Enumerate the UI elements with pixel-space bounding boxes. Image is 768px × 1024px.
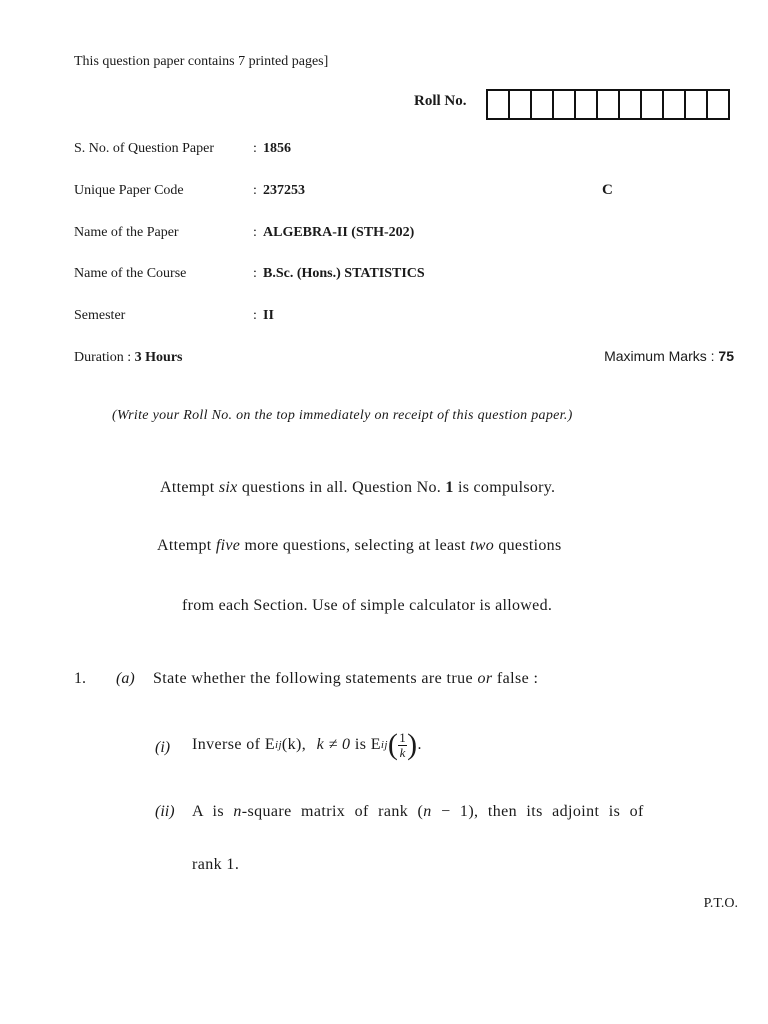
- roll-box: [598, 91, 620, 118]
- meta-value-semester: II: [263, 308, 274, 323]
- left-paren: (: [387, 728, 399, 761]
- prompt-emph: or: [477, 670, 493, 687]
- question-number: 1.: [74, 670, 86, 687]
- set-code: C: [602, 182, 613, 198]
- rules-text: more questions, selecting at least: [240, 537, 470, 554]
- stmt-text: .: [417, 736, 422, 753]
- rules-text: Attempt: [160, 479, 219, 496]
- question-part: (a): [116, 670, 135, 687]
- stmt-sub: ij: [275, 739, 282, 751]
- roll-box: [686, 91, 708, 118]
- rules-emph: five: [215, 537, 241, 554]
- roll-no-boxes: [486, 89, 730, 120]
- pto: P.T.O.: [703, 896, 738, 911]
- rules-text: questions in all. Question No.: [237, 479, 446, 496]
- roll-box: [620, 91, 642, 118]
- meta-colon: :: [253, 141, 257, 156]
- stmt-text: (k),: [281, 736, 311, 753]
- duration-label: Duration :: [74, 350, 132, 365]
- meta-value-course: B.Sc. (Hons.) STATISTICS: [263, 266, 425, 281]
- statement-text: [192, 728, 422, 762]
- stmt-text: is E: [350, 736, 381, 753]
- fraction: [398, 731, 407, 760]
- rules-emph: two: [470, 537, 495, 554]
- stmt-text: A is: [192, 803, 234, 820]
- meta-value-paper-name: ALGEBRA-II (STH-202): [263, 225, 415, 240]
- roll-instruction: (Write your Roll No. on the top immediately on receipt of this question paper.): [112, 408, 573, 423]
- meta-value-question-paper-no: 1856: [263, 141, 291, 156]
- roll-box: [642, 91, 664, 118]
- duration: [74, 350, 183, 366]
- rules-text: Attempt: [157, 537, 216, 554]
- rules-bold: 1: [445, 479, 454, 496]
- pages-note: This question paper contains 7 printed pages]: [74, 54, 329, 69]
- prompt-text: false :: [492, 670, 539, 687]
- meta-value-paper-code: 237253: [263, 183, 305, 198]
- stmt-math: n: [233, 803, 242, 820]
- max-marks-label: Maximum Marks :: [604, 348, 715, 364]
- right-paren: ): [407, 728, 418, 761]
- meta-colon: :: [253, 183, 257, 198]
- meta-colon: :: [253, 225, 257, 240]
- stmt-text: − 1), then its adjoint is of: [431, 803, 644, 820]
- stmt-math: n: [423, 803, 432, 820]
- roll-box: [510, 91, 532, 118]
- roll-box: [554, 91, 576, 118]
- stmt-text: -square matrix of rank (: [241, 803, 424, 820]
- roll-box: [532, 91, 554, 118]
- stmt-sub: ij: [380, 739, 388, 751]
- rules-text: is compulsory.: [453, 479, 556, 496]
- meta-label-paper-name: Name of the Paper: [74, 225, 179, 240]
- prompt-text: State whether the following statements are true: [153, 670, 478, 687]
- rules-text: questions: [494, 537, 562, 554]
- roll-no-label: Roll No.: [414, 93, 467, 109]
- max-marks-value: 75: [718, 348, 734, 364]
- rules-line-2: [157, 537, 561, 555]
- fraction-denominator: k: [399, 744, 406, 760]
- fraction-numerator: 1: [399, 729, 407, 745]
- rules-line-1: [160, 479, 555, 497]
- statement-text-continued: rank 1.: [192, 856, 240, 873]
- max-marks: [604, 348, 734, 364]
- statement-text: [192, 803, 644, 821]
- statement-number: (ii): [155, 803, 175, 820]
- roll-box: [488, 91, 510, 118]
- roll-box: [576, 91, 598, 118]
- meta-label-question-paper-no: S. No. of Question Paper: [74, 141, 214, 156]
- meta-label-course: Name of the Course: [74, 266, 187, 281]
- roll-box: [708, 91, 728, 118]
- stmt-math: k ≠ 0: [316, 736, 351, 753]
- rules-line-3: from each Section. Use of simple calculator is allowed.: [182, 597, 553, 614]
- meta-colon: :: [253, 308, 257, 323]
- roll-box: [664, 91, 686, 118]
- stmt-text: Inverse of E: [192, 736, 275, 753]
- question-prompt: [153, 670, 538, 688]
- rules-emph: six: [218, 479, 238, 496]
- duration-value: 3 Hours: [134, 350, 183, 365]
- meta-label-semester: Semester: [74, 308, 126, 323]
- statement-number: (i): [155, 739, 171, 756]
- meta-label-paper-code: Unique Paper Code: [74, 183, 184, 198]
- meta-colon: :: [253, 266, 257, 281]
